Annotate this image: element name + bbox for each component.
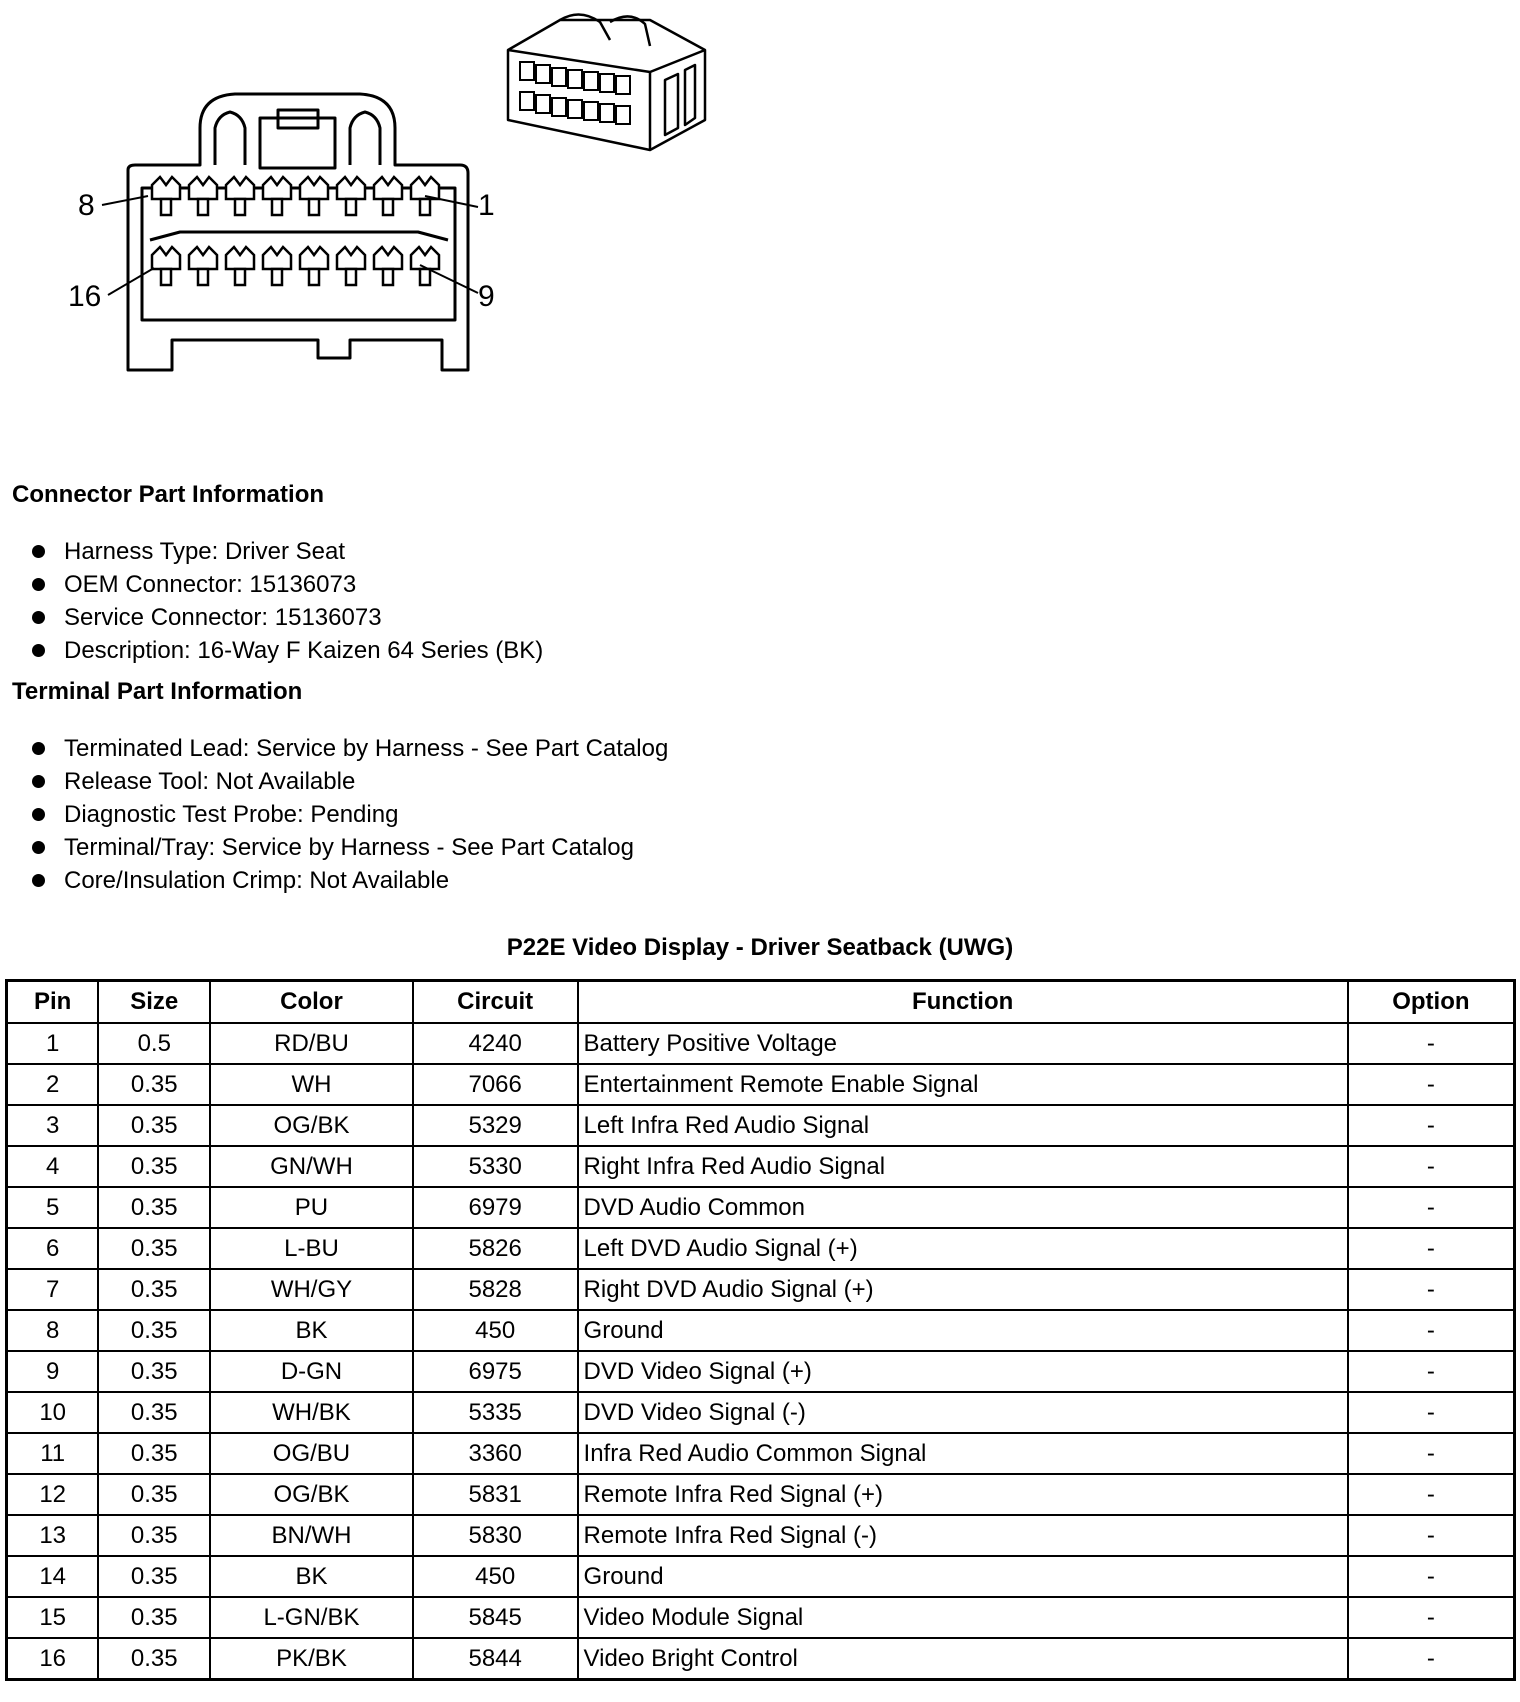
cell-function: Video Bright Control	[578, 1638, 1348, 1680]
header-pin: Pin	[7, 981, 99, 1024]
cell-pin: 8	[7, 1310, 99, 1351]
cell-circuit: 6979	[413, 1187, 578, 1228]
cell-option: -	[1348, 1105, 1515, 1146]
cell-pin: 2	[7, 1064, 99, 1105]
cell-function: Infra Red Audio Common Signal	[578, 1433, 1348, 1474]
cell-color: GN/WH	[210, 1146, 413, 1187]
terminal-info-item	[30, 765, 668, 798]
terminal-info-text: Core/Insulation Crimp: Not Available	[64, 867, 450, 894]
pin-label-16: 16	[68, 280, 102, 313]
cell-function: Right Infra Red Audio Signal	[578, 1146, 1348, 1187]
cell-pin: 7	[7, 1269, 99, 1310]
cell-size: 0.35	[98, 1310, 210, 1351]
connector-info-text: Harness Type: Driver Seat	[64, 538, 346, 565]
cell-size: 0.35	[98, 1146, 210, 1187]
cell-size: 0.35	[98, 1105, 210, 1146]
cell-pin: 9	[7, 1351, 99, 1392]
cell-color: RD/BU	[210, 1023, 413, 1064]
bullet-icon	[32, 611, 45, 624]
cell-pin: 15	[7, 1597, 99, 1638]
cell-circuit: 5830	[413, 1515, 578, 1556]
cell-option: -	[1348, 1269, 1515, 1310]
cell-circuit: 6975	[413, 1351, 578, 1392]
cell-function: Video Module Signal	[578, 1597, 1348, 1638]
header-circuit: Circuit	[413, 981, 578, 1024]
connector-info-title: Connector Part Information	[12, 481, 325, 508]
cell-size: 0.35	[98, 1638, 210, 1680]
cell-option: -	[1348, 1515, 1515, 1556]
connector-info-item	[30, 601, 543, 634]
bullet-icon	[32, 841, 45, 854]
cell-circuit: 5831	[413, 1474, 578, 1515]
terminal-info-item	[30, 732, 668, 765]
terminal-info-text: Terminated Lead: Service by Harness - See Part Catalog	[64, 735, 669, 762]
cell-color: BK	[210, 1556, 413, 1597]
cell-pin: 5	[7, 1187, 99, 1228]
cell-circuit: 450	[413, 1556, 578, 1597]
cell-color: D-GN	[210, 1351, 413, 1392]
table-row	[7, 1187, 1515, 1228]
cell-circuit: 3360	[413, 1433, 578, 1474]
cell-option: -	[1348, 1064, 1515, 1105]
cell-circuit: 7066	[413, 1064, 578, 1105]
bullet-icon	[32, 644, 45, 657]
terminal-info-item	[30, 864, 668, 897]
terminal-info-item	[30, 798, 668, 831]
cell-option: -	[1348, 1597, 1515, 1638]
cell-pin: 13	[7, 1515, 99, 1556]
table-row	[7, 1556, 1515, 1597]
cell-size: 0.35	[98, 1597, 210, 1638]
cell-circuit: 5828	[413, 1269, 578, 1310]
bullet-icon	[32, 545, 45, 558]
table-row	[7, 1269, 1515, 1310]
cell-option: -	[1348, 1146, 1515, 1187]
cell-circuit: 5826	[413, 1228, 578, 1269]
cell-function: DVD Audio Common	[578, 1187, 1348, 1228]
cell-function: Battery Positive Voltage	[578, 1023, 1348, 1064]
bullet-icon	[32, 578, 45, 591]
cell-size: 0.35	[98, 1392, 210, 1433]
cell-function: Ground	[578, 1310, 1348, 1351]
cell-color: WH	[210, 1064, 413, 1105]
cell-function: Right DVD Audio Signal (+)	[578, 1269, 1348, 1310]
connector-isometric-image	[500, 10, 730, 170]
table-header-row	[7, 981, 1515, 1024]
cell-pin: 3	[7, 1105, 99, 1146]
cell-option: -	[1348, 1433, 1515, 1474]
header-size: Size	[98, 981, 210, 1024]
cell-function: Left DVD Audio Signal (+)	[578, 1228, 1348, 1269]
cell-option: -	[1348, 1638, 1515, 1680]
connector-face-diagram	[60, 0, 500, 380]
table-row	[7, 1023, 1515, 1064]
table-row	[7, 1433, 1515, 1474]
cell-pin: 14	[7, 1556, 99, 1597]
cell-color: OG/BK	[210, 1474, 413, 1515]
cell-pin: 6	[7, 1228, 99, 1269]
cell-color: OG/BU	[210, 1433, 413, 1474]
table-row	[7, 1515, 1515, 1556]
cell-color: L-GN/BK	[210, 1597, 413, 1638]
terminal-info-text: Diagnostic Test Probe: Pending	[64, 801, 399, 828]
cell-circuit: 4240	[413, 1023, 578, 1064]
cell-size: 0.35	[98, 1556, 210, 1597]
table-title: P22E Video Display - Driver Seatback (UWG)	[506, 934, 1014, 961]
connector-info-text: Description: 16-Way F Kaizen 64 Series (BK)	[64, 637, 544, 664]
table-row	[7, 1351, 1515, 1392]
pin-label-8: 8	[78, 189, 95, 222]
connector-info-text: OEM Connector: 15136073	[64, 571, 357, 598]
cell-option: -	[1348, 1023, 1515, 1064]
cell-option: -	[1348, 1474, 1515, 1515]
table-row	[7, 1310, 1515, 1351]
cell-size: 0.35	[98, 1187, 210, 1228]
header-option: Option	[1348, 981, 1515, 1024]
cell-function: Entertainment Remote Enable Signal	[578, 1064, 1348, 1105]
cell-size: 0.5	[98, 1023, 210, 1064]
cell-color: L-BU	[210, 1228, 413, 1269]
connector-info-item	[30, 535, 543, 568]
terminal-info-title: Terminal Part Information	[12, 678, 303, 705]
cell-pin: 11	[7, 1433, 99, 1474]
pinout-table	[5, 979, 1516, 1681]
connector-info-text: Service Connector: 15136073	[64, 604, 382, 631]
pin-label-1: 1	[478, 189, 495, 222]
cell-size: 0.35	[98, 1351, 210, 1392]
cell-pin: 10	[7, 1392, 99, 1433]
pin-label-9: 9	[478, 280, 495, 313]
cell-option: -	[1348, 1187, 1515, 1228]
cell-pin: 12	[7, 1474, 99, 1515]
cell-option: -	[1348, 1351, 1515, 1392]
terminal-info-list	[30, 732, 668, 897]
cell-color: PK/BK	[210, 1638, 413, 1680]
table-row	[7, 1105, 1515, 1146]
cell-pin: 1	[7, 1023, 99, 1064]
cell-function: Remote Infra Red Signal (-)	[578, 1515, 1348, 1556]
bullet-icon	[32, 742, 45, 755]
cell-color: WH/GY	[210, 1269, 413, 1310]
cell-pin: 16	[7, 1638, 99, 1680]
cell-circuit: 5844	[413, 1638, 578, 1680]
cell-size: 0.35	[98, 1269, 210, 1310]
cell-function: DVD Video Signal (+)	[578, 1351, 1348, 1392]
cell-circuit: 450	[413, 1310, 578, 1351]
bullet-icon	[32, 775, 45, 788]
table-row	[7, 1597, 1515, 1638]
terminal-info-text: Release Tool: Not Available	[64, 768, 356, 795]
connector-info-item	[30, 634, 543, 667]
cell-size: 0.35	[98, 1515, 210, 1556]
cell-color: PU	[210, 1187, 413, 1228]
header-color: Color	[210, 981, 413, 1024]
table-row	[7, 1146, 1515, 1187]
cell-option: -	[1348, 1310, 1515, 1351]
table-row	[7, 1638, 1515, 1680]
cell-size: 0.35	[98, 1228, 210, 1269]
cell-function: DVD Video Signal (-)	[578, 1392, 1348, 1433]
bullet-icon	[32, 808, 45, 821]
cell-function: Ground	[578, 1556, 1348, 1597]
cell-color: WH/BK	[210, 1392, 413, 1433]
cell-circuit: 5330	[413, 1146, 578, 1187]
cell-option: -	[1348, 1228, 1515, 1269]
table-row	[7, 1064, 1515, 1105]
cell-color: OG/BK	[210, 1105, 413, 1146]
connector-info-list	[30, 535, 543, 667]
cell-circuit: 5329	[413, 1105, 578, 1146]
table-row	[7, 1474, 1515, 1515]
cell-color: BN/WH	[210, 1515, 413, 1556]
connector-info-item	[30, 568, 543, 601]
cell-option: -	[1348, 1392, 1515, 1433]
cell-function: Remote Infra Red Signal (+)	[578, 1474, 1348, 1515]
table-row	[7, 1228, 1515, 1269]
bullet-icon	[32, 874, 45, 887]
cell-size: 0.35	[98, 1064, 210, 1105]
cell-size: 0.35	[98, 1433, 210, 1474]
cell-circuit: 5845	[413, 1597, 578, 1638]
cell-pin: 4	[7, 1146, 99, 1187]
header-function: Function	[578, 981, 1348, 1024]
cell-option: -	[1348, 1556, 1515, 1597]
table-row	[7, 1392, 1515, 1433]
cell-circuit: 5335	[413, 1392, 578, 1433]
cell-color: BK	[210, 1310, 413, 1351]
terminal-info-item	[30, 831, 668, 864]
cell-size: 0.35	[98, 1474, 210, 1515]
terminal-info-text: Terminal/Tray: Service by Harness - See Part Catalog	[64, 834, 634, 861]
cell-function: Left Infra Red Audio Signal	[578, 1105, 1348, 1146]
